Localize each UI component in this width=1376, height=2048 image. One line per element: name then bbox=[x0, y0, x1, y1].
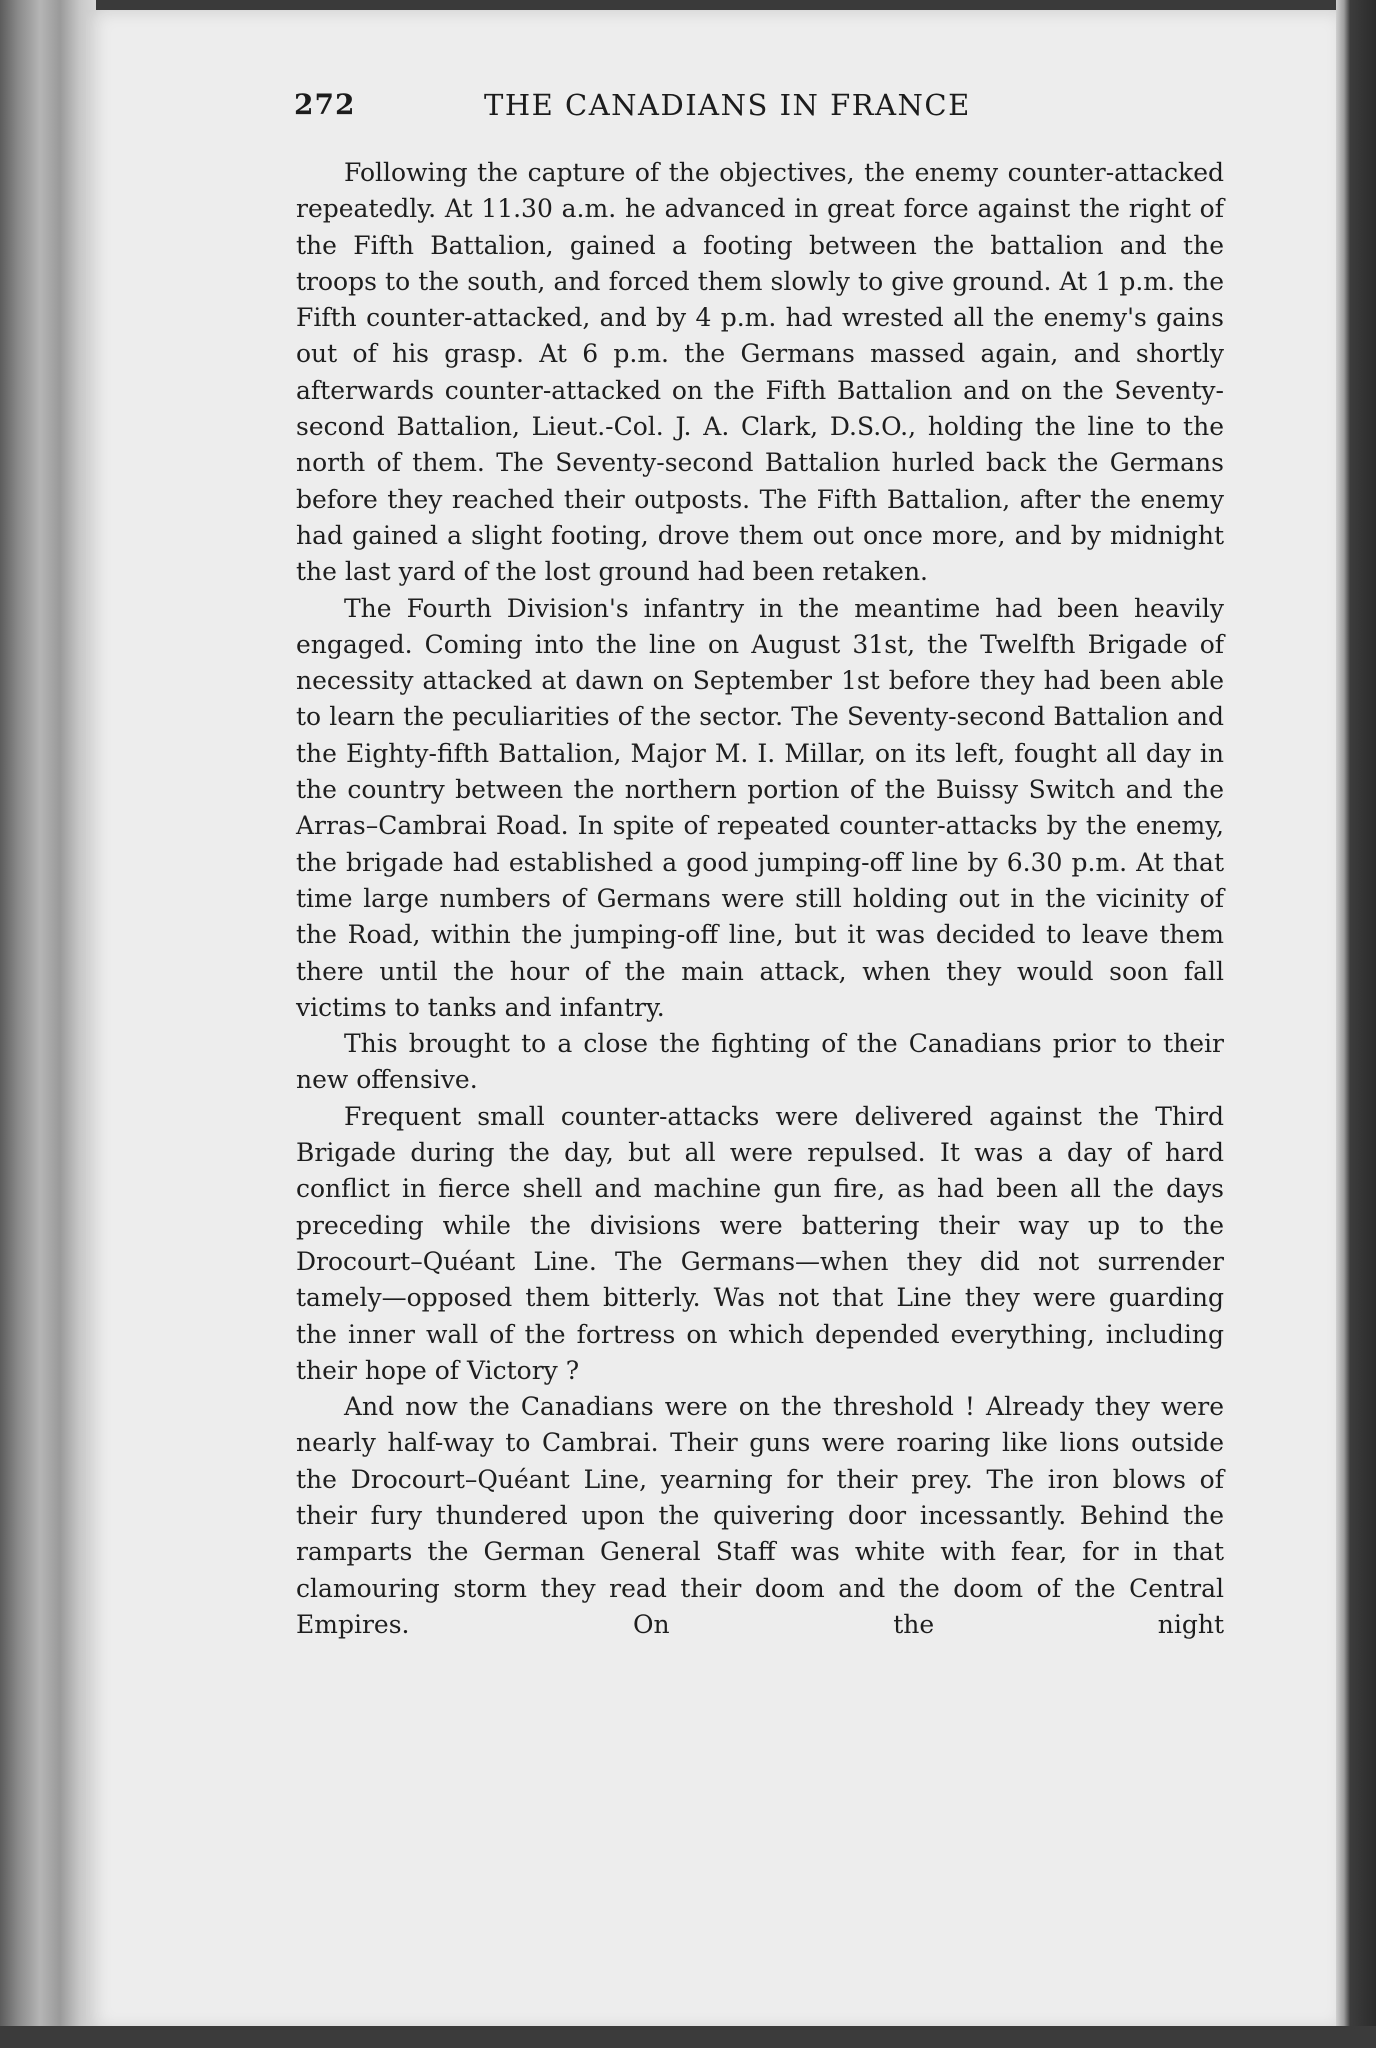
paragraph-4: Frequent small counter-attacks were delivered against the Third Brigade during the day, but all were repulsed. It was a day of hard conflict in fierce shell and machine gun fire, as had been all the days preceding while the divisions were battering their way up to the Drocourt–Quéant Line. The Germans—when they did not surrender tamely—opposed them bitterly. Was not that Line they were guarding the inner wall of the fortress on which depended everything, including their hope of Victory ? bbox=[296, 1101, 1224, 1385]
running-header bbox=[294, 88, 1224, 132]
paragraph-2: The Fourth Division's infantry in the meantime had been heavily engaged. Coming into the line on August 31st, the Twelfth Brigade of necessity attacked at dawn on September 1st before they had been able to learn the peculiarities of the sector. The Seventy-second Battalion and the Eighty-fifth Battalion, Major M. I. Millar, on its left, fought all day in the country between the northern portion of the Buissy Switch and the Arras–Cambrai Road. In spite of repeated counter-attacks by the enemy, the brigade had established a good jumping-off line by 6.30 p.m. At that time large numbers of Germans were still holding out in the vicinity of the Road, within the jumping-off line, but it was decided to leave them there until the hour of the main attack, when they would soon fall victims to tanks and infantry. bbox=[296, 593, 1224, 1022]
paragraph-1: Following the capture of the objectives, the enemy counter-attacked repeatedly. At 11.30 a.m. he advanced in great force against the right of the Fifth Battalion, gained a footing between the battalion and the troops to the south, and forced them slowly to give ground. At 1 p.m. the Fifth counter-attacked, and by 4 p.m. had wrested all the enemy's gains out of his grasp. At 6 p.m. the Germans massed again, and shortly afterwards counter-attacked on the Fifth Battalion and on the Seventy-second Battalion, Lieut.-Col. J. A. Clark, D.S.O., holding the line to the north of them. The Seventy-second Battalion hurled back the Germans before they reached their outposts. The Fifth Battalion, after the enemy had gained a slight footing, drove them out once more, and by midnight the last yard of the lost ground had been retaken. bbox=[296, 158, 1224, 587]
paragraph-5: And now the Canadians were on the threshold ! Already they were nearly half-way to Cambrai. Their guns were roaring like lions outside the Drocourt–Quéant Line, yearning for their prey. The iron blows of their fury thundered upon the quivering door incessantly. Behind the ramparts the German General Staff was white with fear, for in that clamouring storm they read their doom and the doom of the Central Empires. On the night bbox=[296, 1392, 1224, 1639]
book-right-edge bbox=[1336, 0, 1376, 2048]
running-title: THE CANADIANS IN FRANCE bbox=[484, 88, 971, 122]
book-spine-edge bbox=[0, 0, 96, 2048]
body-text bbox=[296, 155, 1224, 1643]
paragraph-3: This brought to a close the fighting of the Canadians prior to their new offensive. bbox=[296, 1029, 1224, 1095]
page-number: 272 bbox=[294, 88, 356, 121]
scan-bottom-border bbox=[0, 2026, 1376, 2048]
